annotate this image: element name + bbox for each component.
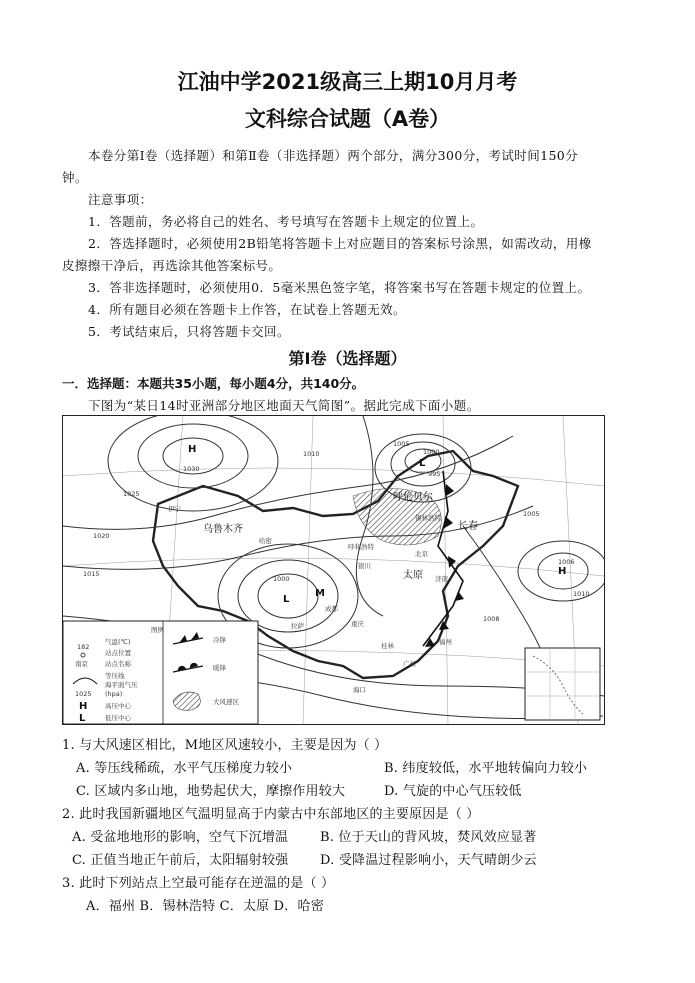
question-2-option-d: D. 受降温过程影响小，天气晴朗少云 <box>320 853 537 868</box>
isobar-value: 1005 <box>523 510 540 518</box>
question-1-option-a: A. 等压线稀疏，水平气压梯度力较小 <box>76 761 293 776</box>
inset-map <box>525 648 600 720</box>
question-1-option-c: C. 区域内多山地，地势起伏大，摩擦作用较大 <box>76 784 346 799</box>
place-label: 伊宁 <box>168 505 181 513</box>
note-item: 4．所有题目必须在答题卡上作答，在试卷上答题无效。 <box>88 302 406 317</box>
legend-h: H <box>79 701 88 712</box>
legend-sample-temp: 182 <box>77 643 90 651</box>
place-label: 太原 <box>403 570 423 581</box>
isobar-value: 1010 <box>573 590 590 598</box>
legend-isobar-label: (hpa) <box>105 690 123 698</box>
question-2-stem: 2. 此时我国新疆地区气温明显高于内蒙古中东部地区的主要原因是（ ） <box>62 807 480 822</box>
question-1-stem: 1. 与大风速区相比，M地区风速较小，主要是因为（ ） <box>62 738 388 753</box>
question-3-stem: 3. 此时下列站点上空最可能存在逆温的是（ ） <box>62 876 335 891</box>
note-item: 皮擦擦干净后，再选涂其他答案标号。 <box>62 258 282 273</box>
legend-low-label: 低压中心 <box>105 714 131 722</box>
question-2-option-a: A. 受盆地地形的影响，空气下沉增温 <box>72 830 289 845</box>
legend-wind-area: 大风速区 <box>213 698 239 706</box>
note-item: 1．答题前，务必将自己的姓名、考号填写在答题卡上规定的位置上。 <box>88 214 484 229</box>
legend-warm-front: 暖锋 <box>213 664 226 672</box>
place-label: 济南 <box>435 575 448 583</box>
figure-intro: 下图为“某日14时亚洲部分地区地面天气简图”。据此完成下面小题。 <box>88 398 480 413</box>
place-label: 广州 <box>403 660 416 668</box>
place-label: 乌鲁木齐 <box>203 524 243 535</box>
legend-isobar-label: 等压线 <box>105 672 125 680</box>
legend-name-label: 站点名称 <box>105 660 131 668</box>
place-label: 长春 <box>458 521 478 532</box>
question-1-option-d: D. 气旋的中心气压较低 <box>384 784 522 799</box>
isobar-value: 995 <box>428 470 441 478</box>
place-label: 呼和浩特 <box>348 543 374 551</box>
place-label: 锡林浩特 <box>415 514 441 522</box>
place-label: 海口 <box>353 686 366 694</box>
note-item: 5．考试结束后，只将答题卡交回。 <box>88 324 290 339</box>
place-label: 北京 <box>415 550 428 558</box>
legend-temp-label: 气温(℃) <box>105 638 131 646</box>
isobar-value: 1006 <box>558 558 575 566</box>
place-label: 福州 <box>439 638 452 646</box>
isobar-value: 1000 <box>423 448 440 456</box>
isobar-value: 1005 <box>393 440 410 448</box>
exam-title: 江油中学2021级高三上期10月月考 <box>177 70 518 94</box>
intro-line-1: 本卷分第Ⅰ卷（选择题）和第Ⅱ卷（非选择题）两个部分，满分300分，考试时间150分 <box>88 148 579 163</box>
legend-cold-front: 冷锋 <box>213 636 226 644</box>
note-item: 3．答非选择题时，必须使用0．5毫米黑色签字笔，将答案书写在答题卡规定的位置上。 <box>88 280 591 295</box>
weather-map-svg <box>63 416 604 724</box>
place-label: 重庆 <box>351 620 364 628</box>
place-label: 哈密 <box>259 537 272 545</box>
isobar-value: 1020 <box>93 532 110 540</box>
place-label: 银川 <box>358 562 371 570</box>
exam-subtitle: 文科综合试题（A卷） <box>244 107 451 131</box>
isobar-value: 1015 <box>83 570 100 578</box>
low-center-mark: L <box>283 594 290 605</box>
notes-heading: 注意事项： <box>88 192 153 207</box>
question-1-option-b: B. 纬度较低，水平地转偏向力较小 <box>384 761 588 776</box>
high-center-mark: H <box>558 566 567 577</box>
isobar-value: 1008 <box>483 615 500 623</box>
intro-line-2: 钟。 <box>62 170 88 185</box>
isobar-value: 1025 <box>123 490 140 498</box>
isobar-value: 1000 <box>273 575 290 583</box>
legend-station-label: 站点位置 <box>105 649 131 657</box>
place-label: 桂林 <box>381 642 394 650</box>
low-center-mark: L <box>419 458 426 469</box>
legend-sample-city: 南京 <box>75 660 88 668</box>
part-heading: 第Ⅰ卷（选择题） <box>288 349 407 368</box>
section-heading: 一．选择题：本题共35小题，每小题4分，共140分。 <box>62 376 365 391</box>
question-3-options: A．福州 B．锡林浩特 C．太原 D．哈密 <box>86 899 324 914</box>
high-center-mark: H <box>188 444 197 455</box>
legend-high-label: 高压中心 <box>105 702 131 710</box>
point-m-label: M <box>315 588 325 599</box>
legend-title: 图例 <box>151 626 164 634</box>
note-item: 2．答选择题时，必须使用2B铅笔将答题卡上对应题目的答案标号涂黑，如需改动，用橡 <box>88 236 592 251</box>
place-label: 拉萨 <box>291 622 304 630</box>
legend-sample-pressure: 1025 <box>75 690 92 698</box>
legend-l: L <box>79 713 86 724</box>
place-label: 呼伦贝尔 <box>393 492 433 503</box>
isobar-value: 1030 <box>183 465 200 473</box>
isobar-value: 1010 <box>303 450 320 458</box>
legend-isobar-label: 海平面气压 <box>105 681 138 689</box>
place-label: 成都 <box>325 605 338 613</box>
weather-map <box>62 415 605 725</box>
question-2-option-c: C. 正值当地正午前后，太阳辐射较强 <box>72 853 289 868</box>
question-2-option-b: B. 位于天山的背风坡，焚风效应显著 <box>320 830 537 845</box>
map-legend <box>63 621 258 724</box>
